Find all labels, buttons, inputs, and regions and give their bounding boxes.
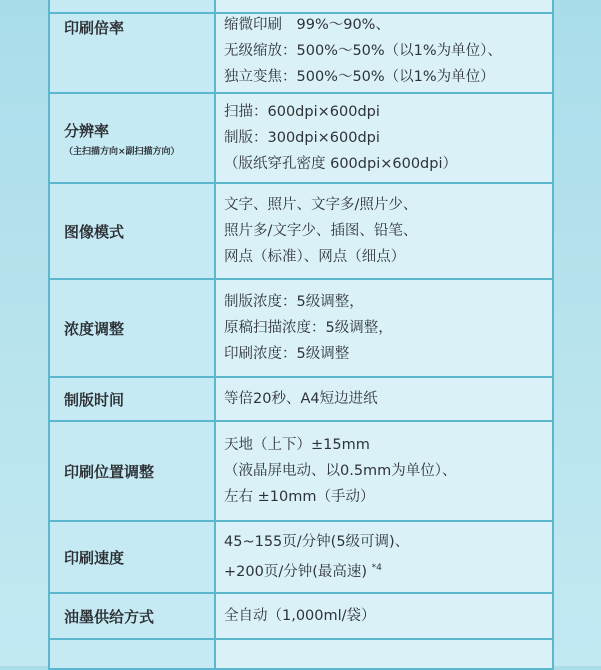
spec-value-line: 无级缩放：500%～50%（以1%为单位）、	[224, 43, 502, 59]
spec-label: 浓度调整	[64, 319, 125, 338]
spec-value-line: 照片多/文字少、插图、铅笔、	[224, 223, 418, 239]
spec-label-cell	[48, 422, 216, 522]
spec-label: 印刷位置调整	[64, 462, 155, 481]
spec-value-cell	[216, 594, 554, 640]
spec-label-cell	[48, 378, 216, 422]
spec-value-line: 独立变焦：500%～50%（以1%为单位）	[224, 69, 495, 85]
spec-value-line: 左右 ±10mm（手动）	[224, 489, 375, 505]
spec-value-line: 天地（上下）±15mm	[224, 437, 370, 453]
spec-value-line: 网点（标准）、网点（细点）	[224, 249, 406, 265]
spec-value-line: （版纸穿孔密度 600dpi×600dpi）	[224, 156, 457, 172]
spec-value-line: 扫描：600dpi×600dpi	[224, 104, 380, 120]
spec-label-cell	[48, 0, 216, 14]
spec-label: 油墨供给方式	[64, 607, 155, 626]
spec-label: 分辨率	[64, 121, 110, 140]
spec-value-cell	[216, 14, 554, 94]
spec-value-line: 全自动（1,000ml/袋）	[224, 608, 376, 624]
spec-label: 图像模式	[64, 222, 125, 241]
spec-label-cell	[48, 94, 216, 184]
spec-value-cell	[216, 422, 554, 522]
spec-label: 印刷倍率	[64, 19, 125, 37]
footnote-marker: *4	[371, 563, 382, 574]
spec-value-line	[224, 555, 552, 585]
spec-value-cell	[216, 94, 554, 184]
spec-value-cell	[216, 184, 554, 280]
spec-value-line: （液晶屏电动、以0.5mm为单位）、	[224, 463, 457, 479]
spec-value-cell	[216, 378, 554, 422]
spec-label: 制版时间	[64, 390, 125, 409]
spec-table	[48, 0, 554, 670]
spec-value-line: 等倍20秒、A4短边进纸	[224, 391, 378, 407]
spec-value-line: 印刷浓度：5级调整	[224, 346, 350, 362]
spec-value-line: 制版：300dpi×600dpi	[224, 130, 380, 146]
spec-value-line: 缩微印刷 99%～90%、	[224, 17, 390, 33]
spec-value-cell	[216, 522, 554, 594]
spec-sublabel: （主扫描方向×副扫描方向）	[64, 146, 180, 157]
spec-label-cell	[48, 280, 216, 378]
spec-value-cell	[216, 280, 554, 378]
spec-value-line: 45~155页/分钟(5级可调)、	[224, 534, 410, 551]
spec-label-cell	[48, 594, 216, 640]
spec-value-line: 文字、照片、文字多/照片少、	[224, 197, 418, 213]
spec-label-cell	[48, 14, 216, 94]
spec-value-text: +200页/分钟(最高速)	[224, 563, 368, 580]
spec-label-cell	[48, 184, 216, 280]
spec-value-line: 制版浓度：5级调整，	[224, 294, 364, 310]
spec-value-line: 原稿扫描浓度：5级调整，	[224, 320, 393, 336]
spec-label: 印刷速度	[64, 548, 125, 567]
spec-label-cell	[48, 522, 216, 594]
